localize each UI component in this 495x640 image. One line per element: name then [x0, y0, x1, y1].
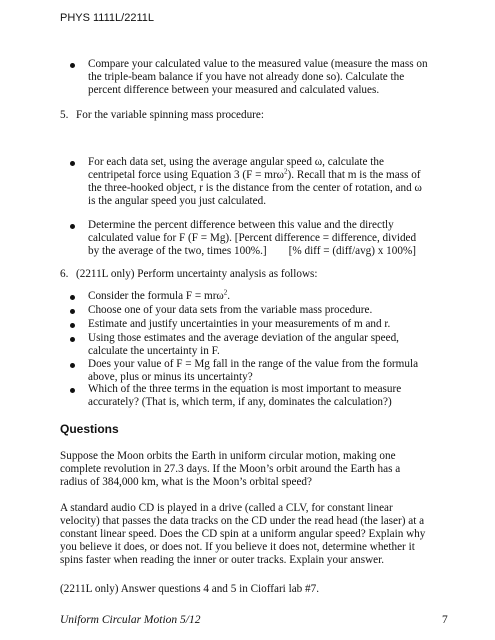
bullet-important-term: Which of the three terms in the equation is most important to measure accurately? (That is, which term, if any, dominates the calculation?): [88, 383, 402, 408]
bullet-marker: [70, 388, 75, 393]
bullet-marker: [70, 309, 75, 314]
bullet-formula: Consider the formula F = mrω$^2$.: [88, 288, 231, 302]
page-number: 7: [442, 614, 448, 626]
page-header: PHYS 1111L/2211L: [60, 12, 154, 24]
question-cioffari: (2211L only) Answer questions 4 and 5 in Cioffari lab #7.: [60, 583, 320, 595]
bullet-range-check: Does your value of F = Mg fall in the range of the value from the formula above, plus or minus its uncertainty?: [88, 358, 419, 383]
bullet-estimate: Estimate and justify uncertainties in your measurements of m and r.: [88, 318, 391, 330]
bullet-marker: [70, 63, 75, 68]
item-number: 5.: [60, 109, 69, 121]
item-title: For the variable spinning mass procedure:: [76, 109, 264, 121]
question-cd: A standard audio CD is played in a drive (called a CLV, for constant linear velocity) that passes the data tracks on the CD under the read head (the laser) at a constant linear speed. Does the CD spin at a uniform angular speed? Explain why you believe it does, or does not. If you believe it does not, determine whether it spins faster when reading the inner or outer tracks. Explain your answer.: [60, 502, 426, 566]
bullet-compare: Compare your calculated value to the measured value (measure the mass on the triple-beam balance if you have not already done so). Calculate the percent difference between your measured and calculated values.: [88, 58, 428, 96]
bullet-marker: [70, 161, 75, 166]
bullet-marker: [70, 295, 75, 300]
bullet-marker: [70, 224, 75, 229]
bullet-marker: [70, 323, 75, 328]
bullet-marker: [70, 337, 75, 342]
questions-heading: Questions: [60, 422, 119, 436]
bullet-average-speed: For each data set, using the average angular speed ω, calculate the centripetal force using Equation 3 (F = mrω$^2$). Recall that m is the mass of the three-hooked object, r is the distance from the center of rotation, and ω is the angular speed you just calculated.: [88, 156, 422, 207]
bullet-choose-data: Choose one of your data sets from the variable mass procedure.: [88, 304, 373, 316]
footer-title: Uniform Circular Motion 5/12: [60, 614, 201, 626]
bullet-using-estimates: Using those estimates and the average deviation of the angular speed, calculate the uncertainty in F.: [88, 332, 399, 357]
bullet-percent-difference: Determine the percent difference between this value and the directly calculated value for F (F = Mg). [Percent difference = difference, divided by the average of the two, times 100%.] [% diff = (diff/avg) x 100%]: [88, 219, 417, 257]
bullet-marker: [70, 363, 75, 368]
item-title: (2211L only) Perform uncertainty analysis as follows:: [76, 268, 318, 280]
question-moon: Suppose the Moon orbits the Earth in uniform circular motion, making one complete revolution in 27.3 days. If the Moon’s orbit around the Earth has a radius of 384,000 km, what is the Moon’s orbital speed?: [60, 450, 401, 488]
item-number: 6.: [60, 268, 69, 280]
